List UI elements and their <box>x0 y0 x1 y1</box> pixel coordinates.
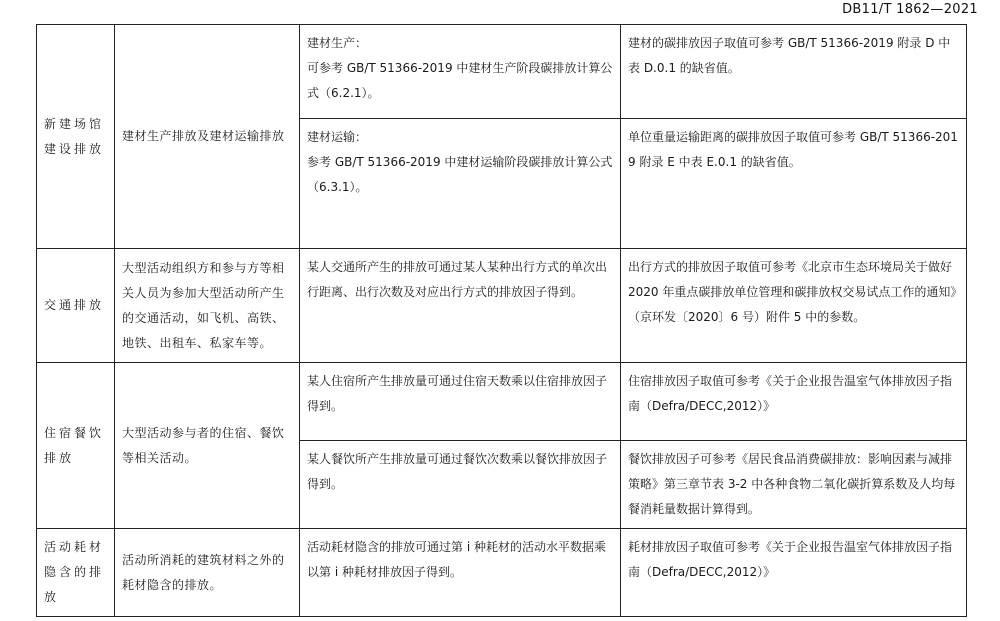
table-row <box>37 249 967 363</box>
table-row <box>37 529 967 617</box>
factor-cell: 建材的碳排放因子取值可参考 GB/T 51366-2019 附录 D 中表 D.0.1 的缺省值。 <box>621 25 967 119</box>
method-title: 建材生产： <box>307 36 368 50</box>
scope-cell: 大型活动参与者的住宿、餐饮等相关活动。 <box>115 363 300 529</box>
category-cell: 新建场馆建设排放 <box>37 25 115 249</box>
factor-cell: 餐饮排放因子可参考《居民食品消费碳排放：影响因素与减排策略》第三章节表 3-2 中各种食物二氧化碳折算系数及人均每餐消耗量数据计算得到。 <box>621 441 967 529</box>
method-cell <box>300 25 621 119</box>
emission-accounting-table <box>36 24 967 617</box>
document-code: DB11/T 1862—2021 <box>842 2 978 17</box>
category-cell: 活动耗材隐含的排放 <box>37 529 115 617</box>
method-text: 参考 GB/T 51366-2019 中建材运输阶段碳排放计算公式（6.3.1）。 <box>307 155 613 194</box>
category-cell: 住宿餐饮排放 <box>37 363 115 529</box>
method-cell: 某人餐饮所产生排放量可通过餐饮次数乘以餐饮排放因子得到。 <box>300 441 621 529</box>
method-cell: 某人住宿所产生排放量可通过住宿天数乘以住宿排放因子得到。 <box>300 363 621 441</box>
table-row <box>37 363 967 441</box>
factor-cell: 单位重量运输距离的碳排放因子取值可参考 GB/T 51366-2019 附录 E 中表 E.0.1 的缺省值。 <box>621 119 967 249</box>
method-cell: 活动耗材隐含的排放可通过第 i 种耗材的活动水平数据乘以第 i 种耗材排放因子得到。 <box>300 529 621 617</box>
category-cell: 交通排放 <box>37 249 115 363</box>
scope-cell: 大型活动组织方和参与方等相关人员为参加大型活动所产生的交通活动，如飞机、高铁、地铁、出租车、私家车等。 <box>115 249 300 363</box>
method-cell: 某人交通所产生的排放可通过某人某种出行方式的单次出行距离、出行次数及对应出行方式的排放因子得到。 <box>300 249 621 363</box>
factor-cell: 出行方式的排放因子取值可参考《北京市生态环境局关于做好 2020 年重点碳排放单位管理和碳排放权交易试点工作的通知》（京环发〔2020〕6 号）附件 5 中的参数。 <box>621 249 967 363</box>
scope-cell: 建材生产排放及建材运输排放 <box>115 25 300 249</box>
method-title: 建材运输： <box>307 130 368 144</box>
factor-cell: 耗材排放因子取值可参考《关于企业报告温室气体排放因子指南（Defra/DECC,2012）》 <box>621 529 967 617</box>
table-row <box>37 25 967 119</box>
method-cell <box>300 119 621 249</box>
scope-cell: 活动所消耗的建筑材料之外的耗材隐含的排放。 <box>115 529 300 617</box>
method-text: 可参考 GB/T 51366-2019 中建材生产阶段碳排放计算公式（6.2.1）。 <box>307 61 613 100</box>
factor-cell: 住宿排放因子取值可参考《关于企业报告温室气体排放因子指南（Defra/DECC,2012）》 <box>621 363 967 441</box>
